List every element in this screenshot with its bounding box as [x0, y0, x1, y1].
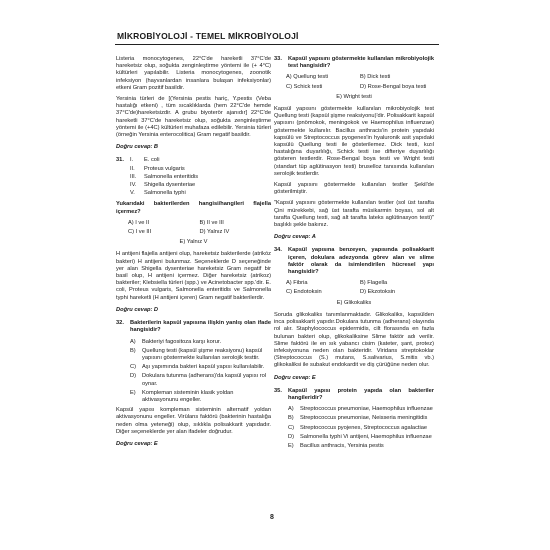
- option-b[interactable]: B) Flagella: [360, 280, 388, 287]
- option-d[interactable]: D) Dokulara tutunma (adherans)'da kapsül yapısı rol oynar.: [130, 373, 267, 387]
- roman-item: III. Salmonella enteritidis: [130, 173, 199, 180]
- option-d[interactable]: D) Yalnız IV: [199, 229, 230, 236]
- question-stem: Yukarıdaki bakterilerden hangisi/hangileri flajella içermez?: [116, 201, 271, 215]
- option-b[interactable]: B) Dick testi: [360, 74, 391, 81]
- explanation-paragraph: Kapsül yapısını göstermekte kullanılan testler Şekil'de gösterilmiştir.: [274, 182, 434, 196]
- option-a[interactable]: A) I ve II: [128, 219, 150, 226]
- answer-line: Doğru cevap: E: [116, 440, 158, 447]
- roman-item: I. E. coli: [130, 157, 160, 164]
- option-c[interactable]: C) Aşı yapımında bakteri kapsül yapısı kullanılabilir.: [130, 364, 265, 371]
- option-b[interactable]: B) II ve III: [199, 219, 224, 226]
- answer-line: Doğru cevap: D: [116, 306, 159, 313]
- option-a[interactable]: A) Fibria: [286, 280, 308, 287]
- explanation-paragraph: Kapsül yapısı kompleman sisteminin alternatif yoldan aktivasyonunu engeller. Virülans faktörü (bakterinin hastalığa neden olma yeteneği) olup, sıklıkla polisakkarit yapıdadır. Diğer seçeneklerde yer alan ifadeler doğrudur.: [116, 407, 271, 435]
- roman-item: II. Proteus vulgaris: [130, 165, 185, 172]
- answer-line: Doğru cevap: B: [116, 144, 159, 151]
- left-column: [116, 56, 271, 454]
- question-stem: Kapsül yapısı protein yapıda olan bakteriler hangileridir?: [288, 387, 434, 401]
- option-c[interactable]: C) Endotoksin: [286, 289, 322, 296]
- option-b[interactable]: B) Streptococcus pneumoniae, Neisseria meningitidis: [288, 415, 428, 422]
- option-c[interactable]: C) Streptococcus pyojenes, Streptococcus agalactiae: [288, 424, 428, 431]
- answer-line: Doğru cevap: E: [274, 374, 316, 381]
- options-grid: [286, 74, 434, 90]
- roman-item: IV. Shigella dysenteriae: [130, 182, 196, 189]
- right-column: [274, 56, 434, 453]
- option-c[interactable]: C) Schick testi: [286, 83, 323, 90]
- answer-line: Doğru cevap: A: [274, 234, 316, 241]
- option-c[interactable]: C) I ve III: [128, 229, 152, 236]
- roman-list: [130, 157, 198, 198]
- option-d[interactable]: D) Rose-Bengal boya testi: [360, 83, 427, 90]
- option-e[interactable]: E) Kompleman sisteminin klasik yoldan aktivasyonunu engeller.: [130, 389, 234, 403]
- question-number: 31.: [116, 157, 124, 164]
- roman-item: V. Salmonella typhi: [130, 190, 186, 197]
- question-stem: Bakterilerin kapsül yapısına ilişkin yanlış olan ifade hangisidir?: [130, 320, 271, 334]
- explanation-paragraph: H antijeni flajella antijeni olup, hareketsiz bakterilerde (atrikóz bakteri) H antijeni bulunmaz. Seçeneklerde D seçeneğinde yer alan Shigella dysenteriae hareketsiz Gram negatif bir basil olup, H antijeni içermez. Diğer hareketsiz (atrikoz) bakteriler; Klebsiella türleri (spp.) ve Acinetobacter spp.'dir. E. coli, Proteus vulgaris, Salmonella enteritidis ve Salmonella typhi hareketli (H antijeni içeren) Gram negatif bakterilerdir.: [116, 251, 271, 301]
- question-number: 34.: [274, 247, 282, 254]
- options-list: [130, 339, 271, 405]
- option-e[interactable]: E) Yalnız V: [179, 239, 208, 246]
- option-d[interactable]: D) Salmonella typhi Vi antijeni, Haemophilus influenzae: [288, 433, 432, 440]
- header-title: MİKROBİYOLOJİ - TEMEL MİKROBİYOLOJİ: [117, 31, 299, 41]
- options-grid: [128, 220, 271, 236]
- options-grid: [286, 280, 434, 296]
- question-35: [274, 388, 434, 450]
- question-number: 33.: [274, 56, 282, 62]
- option-e[interactable]: E) Wright testi: [336, 93, 372, 100]
- question-32: [116, 320, 271, 404]
- option-e[interactable]: E) Glikokaliks: [336, 299, 372, 306]
- option-e[interactable]: E) Bacillus anthracis, Yersinia pestis: [288, 442, 384, 449]
- explanation-paragraph: Yersinia türleri de [(Yersinia pestis hariç, Y.pestis (Veba hastalığı etkeni) , tüm sıcaklıklarda (hem 22°C'de hemde 37°C'de)hareketsizdir. A grubu biyoterör ajanıdır] 22°C'de hareketli 37°C'de hareketsiz olup, soğukta zenginleştirme yöntemi ile (+4C) kültürleri muhafaza edilebilir. Yersinia türleri (örneğin Yersinia enterocolitica) Gram negatif basildir.: [116, 96, 271, 139]
- option-b[interactable]: B) Quellung testi (kapsül şişme reaksiyonu) kapsül yapısını göstermekte kullanılan serolojik testtir.: [130, 347, 263, 361]
- explanation-paragraph: Kapsül yapısını göstermekte kullanılan mikrobiyolojik test Quellung testi (kapsül şişme reaksiyonu)'dir. Polisakkarit kapsül yapısını (pnömokok, meningokok ve Haemophilus influenzae) göstermekte kullanılır. Bacillus anthracis'in protein yapıdaki kapsülü ve Streptococcus pyogenes'in hyaluronik asit yapıdaki kapsülü Quellung testi ile gösterilemez. Dick testi, kızıl hastalığına duyarlılığı, Schick testi ise difteriye duyarlılığı gösteren testlerdir. Rose-Bengal boya testi ve Wright testi (standart tüp aglütinasyon testi) bruselloz tanısında kullanılan serolojik testlerdir.: [274, 106, 434, 177]
- explanation-paragraph: "Kapsül yapısını göstermekte kullanılan testler (sol üst tarafta Çini mürekkebi, sağ üst tarafta müsikarmin boyası, sol alt tarafta Quellung testi, sağ alt tarafta lateks aglütinasyon testi)" başlıklı şekle bakınız.: [274, 200, 434, 229]
- question-number: 35.: [274, 387, 282, 394]
- option-a[interactable]: A) Quellung testi: [286, 74, 329, 81]
- explanation-paragraph: Listeria monocytogenes, 22°C'de hareketli 37°C'de hareketsiz olup, soğukta zenginleştirme yöntemi ile (+ 4°C) kültürleri yapılabilir. Listeria monocytogenes, zoonotik infeksiyon (hayvanlardan insanlara bulaşan infeksiyonlar) etkeni Gram pozitif basildir.: [116, 56, 271, 91]
- running-header: [115, 26, 439, 45]
- option-d[interactable]: D) Ekzotoksin: [360, 289, 396, 296]
- option-a[interactable]: A) Streptococcus pneumoniae, Haemophilus influenzae: [288, 406, 433, 413]
- explanation-paragraph: Soruda glikokaliks tanımlanmaktadır. Glikokaliks, kapsülden inca polisakkarit yapıdır.Dokulara tutunma (adherans) olayında rol alır. Staphylococcus epidermidis, cilt florasında en fazla bulunan bakteri olup, glikokaliksine Slime faktör adı verilir. Slime faktörü ile en sık yabancı cisim (kateter, şant, protez) infeksiyonuna neden olan bakteridir. Viridans streptokoklar (Streptococcus (S.) mutans, S.salivarius, S.mitis vb.) glikokaliksi ile subakut endokardit ve diş çürüğüne neden olur.: [274, 311, 434, 369]
- page-number: 8: [270, 514, 274, 521]
- question-33: [274, 56, 434, 101]
- question-stem: Kapsül yapısını göstermekte kullanılan mikrobiyolojik test hangisidir?: [288, 56, 434, 70]
- option-a[interactable]: A) Bakteriyi fagositoza karşı korur.: [130, 338, 222, 345]
- question-31: [116, 157, 271, 246]
- question-stem: Kapsül yapısına benzeyen, yapısında polisakkarit içeren, dokulara adezyonda görev alan ve slime faktör olarak da isimlendirilen hücresel yapı hangisidir?: [288, 247, 434, 276]
- question-number: 32.: [116, 320, 124, 327]
- question-34: [274, 247, 434, 306]
- options-list: [288, 406, 434, 450]
